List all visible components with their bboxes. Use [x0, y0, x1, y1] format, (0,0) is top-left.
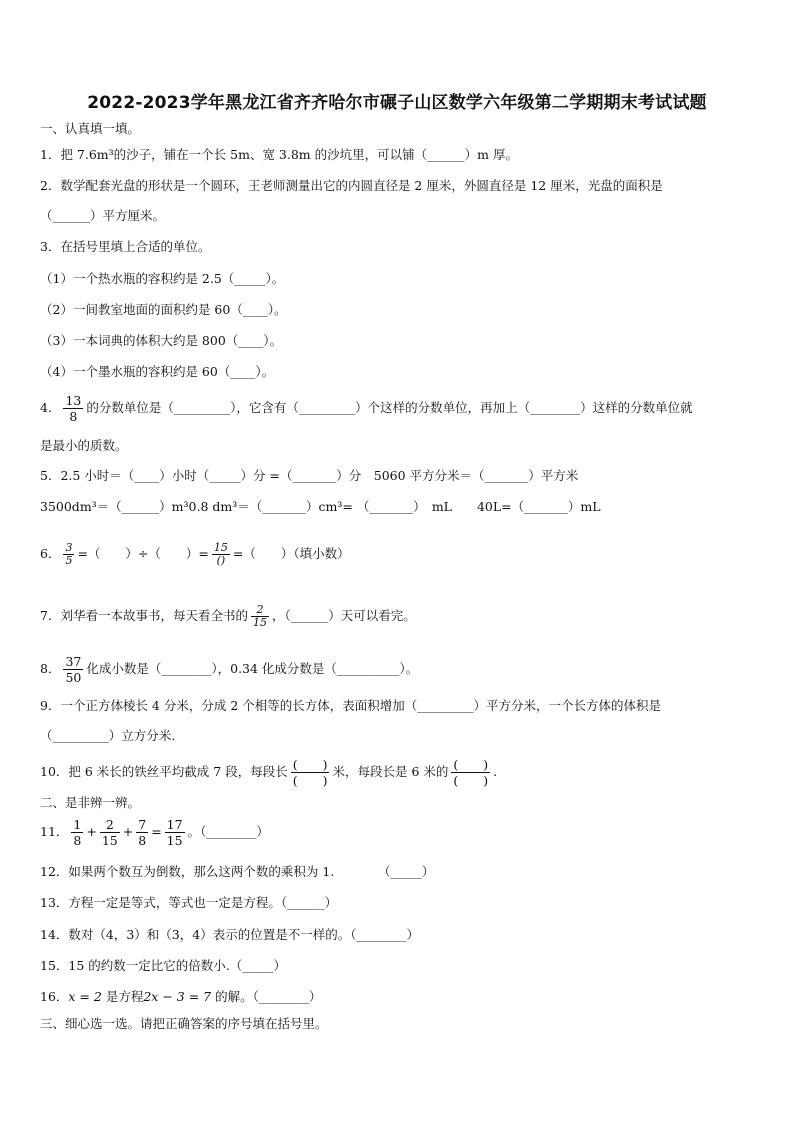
fraction-2-15 [251, 604, 269, 629]
fraction-denominator: () [216, 554, 226, 567]
question-8-text: 化成小数是（________），0.34 化成分数是（__________）。 [86, 661, 419, 676]
question-9-line-1: 9．一个正方体棱长 4 分米，分成 2 个相等的长方体，表面积增加（_________）平方分米，一个长方体的体积是 [40, 698, 662, 713]
section-heading-2: 二、是非辨一辨。 [40, 795, 141, 810]
fraction-numerator: ( ) [292, 757, 328, 772]
question-11-suffix: 。（________） [187, 824, 269, 839]
question-6-text: =（ ）÷（ ）= [77, 546, 209, 561]
fraction-denominator: ( ) [453, 773, 489, 788]
fraction-numerator: 2 [100, 817, 120, 833]
fraction-7-8 [136, 817, 148, 848]
question-5-line-1: 5．2.5 小时＝（____）小时（_____）分 =（_______）分 5060 平方分米＝（_______）平方米 [40, 468, 579, 483]
section-heading-3: 三、细心选一选。请把正确答案的序号填在括号里。 [40, 1016, 328, 1031]
fraction-denominator: 50 [65, 670, 82, 685]
fraction-15-blank [212, 542, 230, 567]
question-14: 14．数对（4，3）和（3，4）表示的位置是不一样的。（________） [40, 927, 419, 942]
question-4-line-2: 是最小的质数。 [40, 438, 128, 453]
question-number: 4． [40, 400, 61, 415]
section-heading-1: 一、认真填一填。 [40, 121, 141, 136]
fraction-2-15 [100, 817, 120, 848]
question-7 [40, 598, 758, 634]
fraction-37-50 [63, 654, 83, 685]
fraction-17-15 [165, 817, 185, 848]
math-expression: x = 2 [68, 989, 102, 1004]
question-8 [40, 651, 758, 687]
fraction-denominator: 15 [166, 833, 183, 848]
fraction-denominator: 8 [138, 833, 147, 848]
fraction-3-5 [63, 542, 74, 567]
fraction-numerator: 2 [251, 604, 269, 617]
question-3-item-4: （4）一个墨水瓶的容积约是 60（____）。 [40, 364, 275, 379]
fraction-13-8 [63, 393, 83, 424]
question-12: 12．如果两个数互为倒数，那么这两个数的乘积为 1. （_____） [40, 864, 435, 879]
fraction-denominator: 15 [101, 833, 118, 848]
question-3-item-1: （1）一个热水瓶的容积约是 2.5（_____）。 [40, 271, 285, 286]
fraction-numerator: 13 [65, 393, 82, 408]
question-4 [40, 390, 758, 426]
question-10 [40, 754, 758, 790]
fraction-numerator: 1 [73, 817, 82, 832]
fraction-numerator: 7 [138, 817, 147, 832]
question-3: 3．在括号里填上合适的单位。 [40, 239, 211, 254]
question-number: 16． [40, 989, 69, 1004]
fraction-1-8 [71, 817, 83, 848]
fraction-denominator: 15 [252, 616, 267, 629]
question-number: 6． [40, 546, 61, 561]
fraction-numerator: ( ) [453, 757, 489, 772]
question-16-suffix: 的解。（________） [215, 989, 322, 1004]
fraction-denominator: ( ) [292, 773, 328, 788]
fraction-denominator: 5 [65, 554, 73, 567]
question-1: 1．把 7.6m³的沙子，铺在一个长 5m、宽 3.8m 的沙坑里，可以铺（______）m 厚。 [40, 147, 518, 162]
fraction-denominator: 8 [73, 833, 82, 848]
question-10-suffix: . [493, 764, 498, 779]
question-2-line-2: （______）平方厘米。 [40, 208, 166, 223]
question-6-suffix: =（ ）（填小数） [232, 546, 350, 561]
question-10-text: 10．把 6 米长的铁丝平均截成 7 段，每段长 [40, 764, 288, 779]
equals-sign: = [151, 824, 162, 839]
question-number: 8． [40, 661, 61, 676]
question-3-item-2: （2）一间教室地面的面积约是 60（____）。 [40, 302, 287, 317]
fraction-numerator: 17 [166, 817, 183, 832]
page-title: 2022-2023学年黑龙江省齐齐哈尔市碾子山区数学六年级第二学期期末考试试题 [87, 93, 707, 113]
question-15: 15．15 的约数一定比它的倍数小.（_____） [40, 958, 287, 973]
question-7-suffix: ，（______）天可以看完。 [271, 608, 416, 623]
math-equation: 2x − 3 = 7 [143, 989, 212, 1004]
question-3-item-3: （3）一本词典的体积大约是 800（____）。 [40, 333, 283, 348]
fraction-numerator: 3 [65, 541, 73, 554]
question-11 [40, 814, 758, 850]
question-16-text: 是方程 [105, 989, 144, 1004]
fraction-blank-1 [291, 757, 330, 788]
question-9-line-2: （_________）立方分米. [40, 728, 176, 743]
question-number: 11． [40, 824, 69, 839]
question-10-middle: 米，每段长是 6 米的 [332, 764, 449, 779]
plus-sign: + [122, 824, 134, 839]
question-4-text: 的分数单位是（_________），它含有（_________）个这样的分数单位，再加上（________）这样的分数单位就 [86, 400, 693, 415]
fraction-blank-2 [451, 757, 490, 788]
question-7-text: 7．刘华看一本故事书，每天看全书的 [40, 608, 248, 623]
fraction-denominator: 8 [69, 409, 78, 424]
fraction-numerator: 37 [65, 654, 82, 669]
question-16 [40, 988, 758, 1006]
fraction-numerator: 15 [213, 541, 228, 554]
question-2-line-1: 2．数学配套光盘的形状是一个圆环，王老师测量出它的内圆直径是 2 厘米，外圆直径是 12 厘米，光盘的面积是 [40, 178, 663, 193]
question-13: 13．方程一定是等式，等式也一定是方程。（______） [40, 895, 338, 910]
plus-sign: + [86, 824, 97, 839]
question-5-line-2: 3500dm³＝（______）m³0.8 dm³＝（_______）cm³= （_______） mL 40L=（_______）mL [40, 499, 601, 514]
question-6 [40, 536, 758, 572]
